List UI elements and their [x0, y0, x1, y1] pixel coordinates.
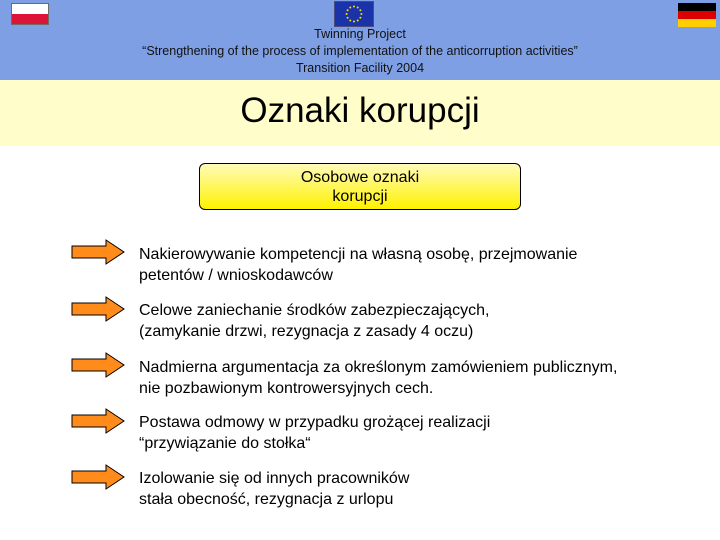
list-item-line-2: “przywiązanie do stołka“ [139, 435, 311, 452]
list-item-line-1: Celowe zaniechanie środków zabezpieczających, [139, 302, 490, 319]
list-item-text [139, 300, 709, 342]
list-item-line-2: nie pozbawionym kontrowersyjnych cech. [139, 380, 434, 397]
category-box-line-2: korupcji [332, 188, 388, 205]
list-item-text [139, 244, 709, 286]
list-item [0, 352, 720, 402]
slide-title: Oznaki korupcji [240, 91, 480, 130]
list-item-line-2: (zamykanie drzwi, rezygnacja z zasady 4 oczu) [139, 323, 474, 340]
list-item-line-1: Nadmierna argumentacja za określonym zamówieniem publicznym, [139, 359, 618, 376]
category-box-line-1: Osobowe oznaki [300, 169, 420, 186]
list-item [0, 464, 720, 514]
arrow-right-icon [71, 464, 125, 490]
header-line-1: Twinning Project [314, 27, 406, 41]
list-item [0, 296, 720, 346]
list-item-line-2: petentów / wnioskodawców [139, 267, 333, 284]
list-item-line-1: Nakierowywanie kompetencji na własną osobę, przejmowanie [139, 246, 578, 263]
list-item-text [139, 468, 709, 510]
header-line-3: Transition Facility 2004 [295, 61, 425, 75]
list-item [0, 239, 720, 289]
arrow-right-icon [71, 296, 125, 322]
arrow-right-icon [71, 239, 125, 265]
list-item [0, 408, 720, 458]
list-item-text [139, 412, 709, 454]
header-line-2: “Strengthening of the process of implementation of the anticorruption activities” [142, 44, 578, 58]
list-item-line-1: Izolowanie się od innych pracowników [139, 470, 410, 487]
arrow-right-icon [71, 352, 125, 378]
arrow-right-icon [71, 408, 125, 434]
list-item-line-1: Postawa odmowy w przypadku grożącej realizacji [139, 414, 491, 431]
list-item-text [139, 357, 709, 399]
list-item-line-2: stała obecność, rezygnacja z urlopu [139, 491, 394, 508]
